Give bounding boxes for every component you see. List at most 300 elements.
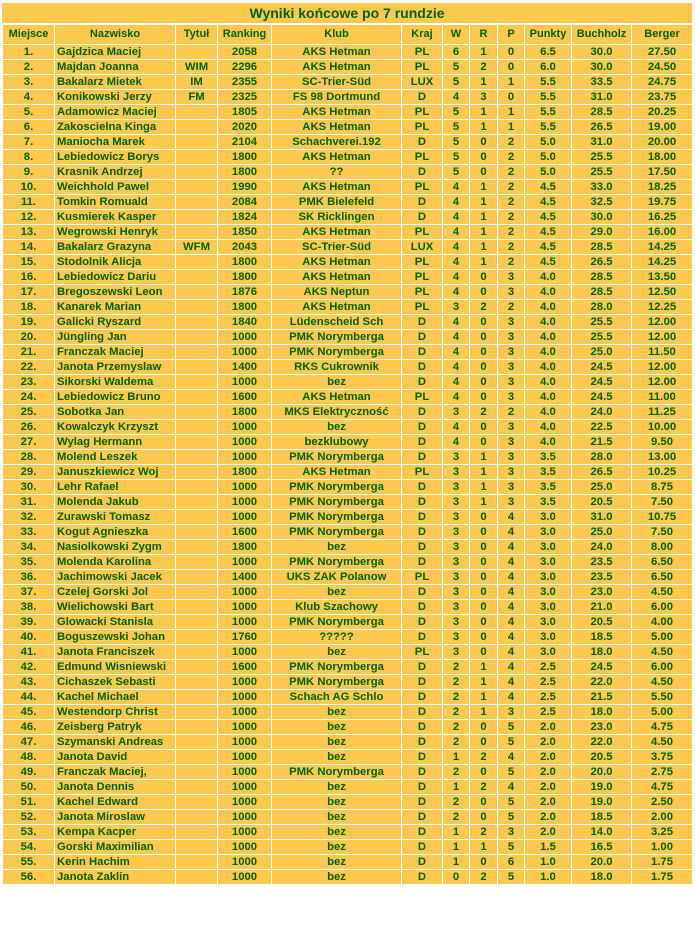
title-cell [176, 255, 218, 270]
ranking-cell: 2355 [218, 75, 272, 90]
club-cell: bez [272, 705, 402, 720]
title-cell [176, 570, 218, 585]
berger-cell: 19.00 [632, 120, 693, 135]
country-cell: PL [402, 150, 443, 165]
ranking-cell: 1000 [218, 555, 272, 570]
buchholz-cell: 14.0 [572, 825, 632, 840]
country-cell: PL [402, 465, 443, 480]
wins-cell: 1 [443, 825, 470, 840]
losses-cell: 5 [498, 735, 525, 750]
berger-cell: 14.25 [632, 255, 693, 270]
wins-cell: 1 [443, 855, 470, 870]
points-cell: 3.0 [525, 585, 572, 600]
points-cell: 3.0 [525, 540, 572, 555]
name-cell: Kachel Edward [55, 795, 176, 810]
country-cell: D [402, 555, 443, 570]
country-cell: LUX [402, 75, 443, 90]
header-name: Nazwisko [55, 25, 176, 45]
title-cell [176, 735, 218, 750]
header-place: Miejsce [3, 25, 55, 45]
losses-cell: 3 [498, 270, 525, 285]
draws-cell: 0 [470, 435, 498, 450]
country-cell: D [402, 210, 443, 225]
country-cell: D [402, 615, 443, 630]
club-cell: bez [272, 855, 402, 870]
wins-cell: 4 [443, 210, 470, 225]
name-cell: Wylag Hermann [55, 435, 176, 450]
table-row [3, 585, 693, 600]
wins-cell: 3 [443, 510, 470, 525]
points-cell: 5.0 [525, 150, 572, 165]
draws-cell: 0 [470, 330, 498, 345]
buchholz-cell: 21.5 [572, 435, 632, 450]
berger-cell: 7.50 [632, 495, 693, 510]
losses-cell: 4 [498, 750, 525, 765]
wins-cell: 4 [443, 240, 470, 255]
name-cell: Lehr Rafael [55, 480, 176, 495]
points-cell: 4.5 [525, 195, 572, 210]
name-cell: Zurawski Tomasz [55, 510, 176, 525]
losses-cell: 4 [498, 510, 525, 525]
club-cell: bez [272, 810, 402, 825]
club-cell: AKS Hetman [272, 120, 402, 135]
club-cell: bez [272, 750, 402, 765]
table-row [3, 345, 693, 360]
points-cell: 2.0 [525, 825, 572, 840]
club-cell: PMK Norymberga [272, 495, 402, 510]
title-cell [176, 480, 218, 495]
losses-cell: 5 [498, 840, 525, 855]
wins-cell: 1 [443, 840, 470, 855]
buchholz-cell: 25.0 [572, 480, 632, 495]
club-cell: AKS Hetman [272, 105, 402, 120]
table-row [3, 540, 693, 555]
club-cell: AKS Hetman [272, 60, 402, 75]
country-cell: D [402, 540, 443, 555]
name-cell: Kempa Kacper [55, 825, 176, 840]
country-cell: D [402, 750, 443, 765]
country-cell: D [402, 435, 443, 450]
buchholz-cell: 26.5 [572, 255, 632, 270]
draws-cell: 0 [470, 810, 498, 825]
ranking-cell: 1000 [218, 780, 272, 795]
ranking-cell: 2104 [218, 135, 272, 150]
wins-cell: 5 [443, 165, 470, 180]
table-row [3, 660, 693, 675]
header-berger: Berger [632, 25, 693, 45]
losses-cell: 4 [498, 525, 525, 540]
draws-cell: 1 [470, 705, 498, 720]
country-cell: D [402, 495, 443, 510]
wins-cell: 3 [443, 570, 470, 585]
ranking-cell: 2058 [218, 45, 272, 60]
title-cell [176, 810, 218, 825]
table-row [3, 240, 693, 255]
club-cell: AKS Hetman [272, 180, 402, 195]
table-row [3, 630, 693, 645]
name-cell: Janota Przemyslaw [55, 360, 176, 375]
points-cell: 3.5 [525, 480, 572, 495]
country-cell: D [402, 510, 443, 525]
table-row [3, 720, 693, 735]
country-cell: PL [402, 285, 443, 300]
wins-cell: 5 [443, 105, 470, 120]
place-cell: 24. [3, 390, 55, 405]
losses-cell: 0 [498, 90, 525, 105]
country-cell: PL [402, 105, 443, 120]
losses-cell: 3 [498, 420, 525, 435]
header-points: Punkty [525, 25, 572, 45]
place-cell: 56. [3, 870, 55, 885]
losses-cell: 4 [498, 540, 525, 555]
title-cell [176, 840, 218, 855]
ranking-cell: 1990 [218, 180, 272, 195]
ranking-cell: 1800 [218, 255, 272, 270]
points-cell: 3.0 [525, 570, 572, 585]
points-cell: 4.0 [525, 300, 572, 315]
name-cell: Szymanski Andreas [55, 735, 176, 750]
wins-cell: 3 [443, 630, 470, 645]
losses-cell: 6 [498, 855, 525, 870]
table-row [3, 555, 693, 570]
name-cell: Janota Franciszek [55, 645, 176, 660]
place-cell: 33. [3, 525, 55, 540]
points-cell: 4.0 [525, 420, 572, 435]
draws-cell: 1 [470, 120, 498, 135]
losses-cell: 2 [498, 255, 525, 270]
points-cell: 4.0 [525, 315, 572, 330]
title-cell [176, 210, 218, 225]
wins-cell: 6 [443, 45, 470, 60]
berger-cell: 12.00 [632, 315, 693, 330]
country-cell: PL [402, 270, 443, 285]
draws-cell: 0 [470, 270, 498, 285]
ranking-cell: 1400 [218, 360, 272, 375]
name-cell: Molend Leszek [55, 450, 176, 465]
wins-cell: 5 [443, 135, 470, 150]
country-cell: D [402, 780, 443, 795]
ranking-cell: 1600 [218, 525, 272, 540]
place-cell: 1. [3, 45, 55, 60]
berger-cell: 10.00 [632, 420, 693, 435]
title-cell [176, 540, 218, 555]
country-cell: PL [402, 60, 443, 75]
berger-cell: 16.00 [632, 225, 693, 240]
draws-cell: 2 [470, 60, 498, 75]
country-cell: PL [402, 570, 443, 585]
draws-cell: 3 [470, 90, 498, 105]
wins-cell: 3 [443, 555, 470, 570]
losses-cell: 4 [498, 675, 525, 690]
berger-cell: 12.00 [632, 360, 693, 375]
table-row [3, 135, 693, 150]
table-row [3, 315, 693, 330]
title-cell [176, 630, 218, 645]
title-cell [176, 525, 218, 540]
table-row [3, 255, 693, 270]
draws-cell: 0 [470, 315, 498, 330]
berger-cell: 3.25 [632, 825, 693, 840]
losses-cell: 4 [498, 585, 525, 600]
title-cell [176, 615, 218, 630]
points-cell: 2.0 [525, 795, 572, 810]
ranking-cell: 2084 [218, 195, 272, 210]
club-cell: AKS Neptun [272, 285, 402, 300]
title-cell: IM [176, 75, 218, 90]
name-cell: Janota Dennis [55, 780, 176, 795]
ranking-cell: 1824 [218, 210, 272, 225]
ranking-cell: 1000 [218, 615, 272, 630]
losses-cell: 2 [498, 195, 525, 210]
berger-cell: 11.50 [632, 345, 693, 360]
name-cell: Molenda Karolina [55, 555, 176, 570]
club-cell: ?? [272, 165, 402, 180]
ranking-cell: 1000 [218, 720, 272, 735]
table-row [3, 510, 693, 525]
draws-cell: 1 [470, 450, 498, 465]
buchholz-cell: 28.5 [572, 270, 632, 285]
losses-cell: 5 [498, 870, 525, 885]
draws-cell: 0 [470, 555, 498, 570]
ranking-cell: 1000 [218, 735, 272, 750]
ranking-cell: 1800 [218, 270, 272, 285]
wins-cell: 1 [443, 750, 470, 765]
buchholz-cell: 28.0 [572, 450, 632, 465]
draws-cell: 1 [470, 105, 498, 120]
club-cell: bez [272, 825, 402, 840]
losses-cell: 3 [498, 450, 525, 465]
title-cell [176, 585, 218, 600]
ranking-cell: 1000 [218, 675, 272, 690]
name-cell: Wielichowski Bart [55, 600, 176, 615]
table-row [3, 60, 693, 75]
points-cell: 4.0 [525, 360, 572, 375]
ranking-cell: 1000 [218, 345, 272, 360]
buchholz-cell: 21.5 [572, 690, 632, 705]
table-row [3, 795, 693, 810]
buchholz-cell: 24.5 [572, 390, 632, 405]
berger-cell: 20.25 [632, 105, 693, 120]
berger-cell: 4.50 [632, 645, 693, 660]
draws-cell: 1 [470, 675, 498, 690]
place-cell: 19. [3, 315, 55, 330]
name-cell: Boguszewski Johan [55, 630, 176, 645]
place-cell: 18. [3, 300, 55, 315]
points-cell: 4.5 [525, 210, 572, 225]
losses-cell: 2 [498, 210, 525, 225]
wins-cell: 3 [443, 540, 470, 555]
berger-cell: 18.00 [632, 150, 693, 165]
place-cell: 51. [3, 795, 55, 810]
club-cell: AKS Hetman [272, 45, 402, 60]
club-cell: bez [272, 540, 402, 555]
title-cell [176, 300, 218, 315]
losses-cell: 2 [498, 300, 525, 315]
wins-cell: 2 [443, 675, 470, 690]
table-row [3, 270, 693, 285]
table-row [3, 855, 693, 870]
ranking-cell: 1840 [218, 315, 272, 330]
table-row [3, 615, 693, 630]
buchholz-cell: 30.0 [572, 45, 632, 60]
berger-cell: 5.00 [632, 705, 693, 720]
points-cell: 6.5 [525, 45, 572, 60]
club-cell: bezklubowy [272, 435, 402, 450]
berger-cell: 5.50 [632, 690, 693, 705]
wins-cell: 5 [443, 60, 470, 75]
country-cell: D [402, 840, 443, 855]
points-cell: 4.0 [525, 345, 572, 360]
buchholz-cell: 26.5 [572, 465, 632, 480]
buchholz-cell: 25.5 [572, 315, 632, 330]
points-cell: 5.0 [525, 165, 572, 180]
name-cell: Zeisberg Patryk [55, 720, 176, 735]
title-cell [176, 270, 218, 285]
buchholz-cell: 24.5 [572, 660, 632, 675]
header-row [3, 25, 693, 45]
ranking-cell: 1000 [218, 435, 272, 450]
club-cell: AKS Hetman [272, 390, 402, 405]
name-cell: Sobotka Jan [55, 405, 176, 420]
losses-cell: 2 [498, 180, 525, 195]
club-cell: PMK Norymberga [272, 615, 402, 630]
table-row [3, 225, 693, 240]
points-cell: 3.5 [525, 450, 572, 465]
country-cell: D [402, 825, 443, 840]
losses-cell: 3 [498, 360, 525, 375]
name-cell: Gajdzica Maciej [55, 45, 176, 60]
place-cell: 46. [3, 720, 55, 735]
buchholz-cell: 19.0 [572, 780, 632, 795]
country-cell: PL [402, 180, 443, 195]
points-cell: 3.0 [525, 510, 572, 525]
club-cell: RKS Cukrownik [272, 360, 402, 375]
country-cell: D [402, 870, 443, 885]
losses-cell: 3 [498, 390, 525, 405]
wins-cell: 5 [443, 120, 470, 135]
name-cell: Janota Zaklin [55, 870, 176, 885]
wins-cell: 2 [443, 720, 470, 735]
place-cell: 8. [3, 150, 55, 165]
draws-cell: 1 [470, 195, 498, 210]
country-cell: D [402, 360, 443, 375]
club-cell: AKS Hetman [272, 270, 402, 285]
buchholz-cell: 24.5 [572, 375, 632, 390]
name-cell: Janota Miroslaw [55, 810, 176, 825]
table-row [3, 825, 693, 840]
table-row [3, 420, 693, 435]
berger-cell: 7.50 [632, 525, 693, 540]
buchholz-cell: 29.0 [572, 225, 632, 240]
buchholz-cell: 28.5 [572, 105, 632, 120]
club-cell: Schachverei.192 [272, 135, 402, 150]
place-cell: 43. [3, 675, 55, 690]
name-cell: Czelej Gorski Jol [55, 585, 176, 600]
buchholz-cell: 22.5 [572, 420, 632, 435]
berger-cell: 2.50 [632, 795, 693, 810]
ranking-cell: 1400 [218, 570, 272, 585]
ranking-cell: 1800 [218, 165, 272, 180]
draws-cell: 1 [470, 225, 498, 240]
name-cell: Jüngling Jan [55, 330, 176, 345]
title-cell [176, 135, 218, 150]
title-cell [176, 360, 218, 375]
wins-cell: 3 [443, 600, 470, 615]
losses-cell: 2 [498, 135, 525, 150]
header-losses: P [498, 25, 525, 45]
points-cell: 2.0 [525, 810, 572, 825]
place-cell: 41. [3, 645, 55, 660]
buchholz-cell: 23.5 [572, 570, 632, 585]
points-cell: 3.5 [525, 465, 572, 480]
name-cell: Lebiedowicz Dariu [55, 270, 176, 285]
name-cell: Gorski Maximilian [55, 840, 176, 855]
wins-cell: 4 [443, 90, 470, 105]
country-cell: D [402, 450, 443, 465]
points-cell: 5.5 [525, 90, 572, 105]
club-cell: FS 98 Dortmund [272, 90, 402, 105]
losses-cell: 1 [498, 75, 525, 90]
draws-cell: 0 [470, 735, 498, 750]
ranking-cell: 1000 [218, 795, 272, 810]
berger-cell: 11.25 [632, 405, 693, 420]
wins-cell: 4 [443, 195, 470, 210]
club-cell: bez [272, 420, 402, 435]
buchholz-cell: 25.5 [572, 330, 632, 345]
title-cell [176, 225, 218, 240]
country-cell: D [402, 345, 443, 360]
place-cell: 44. [3, 690, 55, 705]
country-cell: D [402, 165, 443, 180]
club-cell: bez [272, 795, 402, 810]
ranking-cell: 2296 [218, 60, 272, 75]
buchholz-cell: 21.0 [572, 600, 632, 615]
place-cell: 25. [3, 405, 55, 420]
buchholz-cell: 25.0 [572, 345, 632, 360]
club-cell: SK Ricklingen [272, 210, 402, 225]
points-cell: 4.0 [525, 390, 572, 405]
title-cell [176, 120, 218, 135]
draws-cell: 1 [470, 660, 498, 675]
club-cell: PMK Norymberga [272, 675, 402, 690]
losses-cell: 5 [498, 795, 525, 810]
berger-cell: 24.75 [632, 75, 693, 90]
berger-cell: 4.50 [632, 585, 693, 600]
table-row [3, 45, 693, 60]
name-cell: Jachimowski Jacek [55, 570, 176, 585]
buchholz-cell: 20.5 [572, 495, 632, 510]
losses-cell: 3 [498, 825, 525, 840]
points-cell: 2.0 [525, 720, 572, 735]
club-cell: AKS Hetman [272, 150, 402, 165]
name-cell: Edmund Wisniewski [55, 660, 176, 675]
place-cell: 48. [3, 750, 55, 765]
table-row [3, 195, 693, 210]
title-cell: FM [176, 90, 218, 105]
table-row [3, 600, 693, 615]
buchholz-cell: 18.5 [572, 810, 632, 825]
name-cell: Januszkiewicz Woj [55, 465, 176, 480]
name-cell: Wegrowski Henryk [55, 225, 176, 240]
club-cell: AKS Hetman [272, 300, 402, 315]
wins-cell: 4 [443, 255, 470, 270]
table-row [3, 150, 693, 165]
table-row [3, 375, 693, 390]
club-cell: PMK Norymberga [272, 660, 402, 675]
losses-cell: 5 [498, 810, 525, 825]
header-country: Kraj [402, 25, 443, 45]
name-cell: Nasiolkowski Zygm [55, 540, 176, 555]
